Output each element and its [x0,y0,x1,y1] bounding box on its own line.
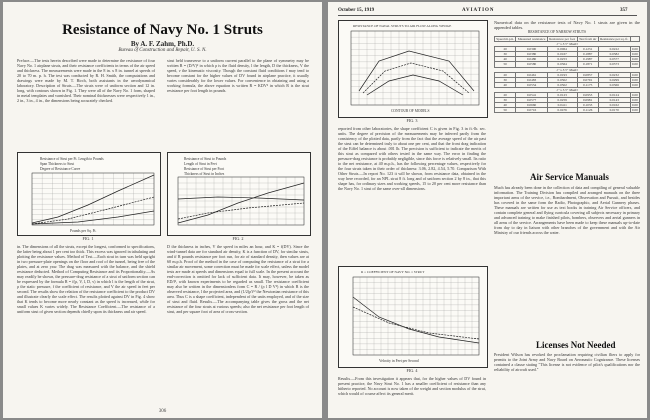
fig2-legend-1: Resistance of Strut to Pounds [184,157,227,161]
table-cell: 0.0502 [547,82,577,87]
fig1-caption: FIG. 1 [82,236,94,241]
table-cell: 0.0222 [598,47,630,52]
table-cell: 0.0461 [516,72,547,77]
fig4-title: R = COEFFICIENT OF NAVY NO. 1 STRUT [361,270,425,274]
table-cell: 0.00 [631,82,638,87]
fig2-legend-3: Resistance of Strut per Foot [184,167,225,171]
fig3-x-axis-label: CONTOUR OF MODELS [391,109,430,113]
table-cell: 0.0259 [547,98,577,103]
section-body-air-service: Much has already been done in the collection of data and compiling of general valuable information. The Training Division has compiled and arranged manuals on the three important arms of the service, i.e., Bombardment, Observation and Pursuit, and besides has covered in the same form the Radio, Photographic, and Aerial Gunnery phases. These manuals are written for use as text books in training Air Service officers, and contain complete general and flying curricula covering all subjects necessary in primary and advanced training to make finished pilots, bombers, observers and aerial gunners in all arms of the service. Arrangements have been made to keep these manuals up-to-date from day to day in liaison with other branches of the government and with the Air Ministry of our friends across the water. [494,185,640,235]
table-cell: 30 [495,52,516,57]
fig1-x-axis-label: Pounds per Sq. Ft. [70,229,97,233]
table-cell: 0.0981 [577,98,598,103]
table-cell: 30 [495,98,516,103]
fig1-legend-1: Resistance of Strut per Ft. Length to Pounds [40,157,104,161]
table-cell: 0.0167 [547,52,577,57]
table-cell: 50 [495,62,516,67]
right-body-text-col1: reported from other laboratories, the shape coefficient C is given in Fig. 3 in ft.-lb. sec. units. The degree of precision of the measurements may be inferred partly from the consistency of the plotted data, partly from the fact that the average speed of the air past the strut can be determined truly to about one per cent, and that the front drag indication of the Eiffel balance is about .001 lb. The precision is sufficient to indicate the merits of this strut as compared with others tested in the same way. The error in finding the pressure-drag resistance is probably negligible, since this force is relatively small. Its ratio to the net resistance, at 40 m.p.h., has the following percentage values, respectively for the four struts taken in their order of thickness: 3.06, 2.82, 4.54, 5.70. Comparison With Other Struts.—In report No. 123 it will be shown, from resistance data, obtained in the way here recorded, for an NPL strut 8 ft. long and of uniform section 2 by 8 in., that this shape has, for ordinary sizes and working speeds, 15 to 20 per cent more resistance than the Navy No. 1 strut of the same over-all dimensions. [338,126,486,191]
table-cell: 20 [495,93,516,98]
figure-3-plot [339,21,487,117]
body-text-col2: strut held transverse to a uniform current parallel to the plane of symmetry may be written R = (D/V)² in which ρ is the fluid density, l the length, D the thickness, V the speed, ν the kinematic viscosity. Though the constant fluid conditions f may tend to become constant for the higher values of DV found in airplane practice, it usually varies considerably for the lower values. For convenience in obtaining and using a working formula, the above equation is written R = KDV² in which R is the strut resistance per foot length in pounds. [167,58,309,93]
resistance-table [494,36,640,113]
table-cell: 20 [495,72,516,77]
table-cell: 0.0476 [547,108,577,113]
table-cell: 40 [495,103,516,108]
table-cell: 0.0064 [547,47,577,52]
figure-1-chart [17,152,161,236]
table-cell: 0.00 [631,52,638,57]
article-title: Resistance of Navy No. 1 Struts [62,22,263,38]
table-cell: 0.0302 [547,77,577,82]
table-cell: 0.1987 [577,57,598,62]
table-cell: 0.00 [631,72,638,77]
table-group-label: 1" x 3.5" Model [495,42,640,47]
fig2-legend-4: Thickness of Strut in Inches [184,172,225,176]
table-cell: 0.00 [631,47,638,52]
figure-4-plot [339,267,487,367]
table-cell: 30 [495,77,516,82]
table-cell: 0.0373 [598,62,630,67]
table-cell: 0.0162 [598,103,630,108]
table-header-per-foot: Resistance per foot [549,37,576,41]
table-cell: 0.0124 [598,93,630,98]
table-cell: 0.0554 [516,82,547,87]
table-cell: 20 [495,47,516,52]
figure-3-chart [338,20,488,118]
table-cell: 0.0953 [577,93,598,98]
fig3-caption: FIG. 3 [406,118,418,123]
table-intro: Numerical data on the resistance tests of Navy No. 1 struts are given in the appended tables. [494,20,640,30]
table-cell: 0.0193 [547,72,577,77]
table-header-measured: Measured resistance [517,37,546,41]
table-cell: 40 [495,82,516,87]
fig2-caption: FIG. 2 [232,236,244,241]
fig1-legend-2: Span Thickness to Strut [40,162,75,166]
right-page [328,2,647,418]
article-author: By A. F. Zahm, Ph.D. [130,40,195,48]
table-cell: 0.0253 [547,57,577,62]
table-cell: 0.0411 [547,103,577,108]
table-cell: 0.00 [631,62,638,67]
table-cell: 0.0480 [516,57,547,62]
fig3-contour-1 [359,51,474,91]
author-affiliation: Bureau of Construction and Repair, U. S. N. [118,48,207,53]
table-cell: 0.0143 [598,98,630,103]
left-page [3,2,322,418]
table-cell: 0.0791 [577,77,598,82]
table-cell: 0.1887 [577,52,598,57]
table-cell: 0.1126 [577,108,598,113]
table-cell: 0.0577 [516,98,547,103]
table-header-per-sqft: Resistance per sq. ft. [600,37,629,41]
table-cell: 0.00 [631,108,638,113]
fig2-legend-2: Length of Strut in Feet [184,162,217,166]
table-cell: 0.0232 [598,72,630,77]
table-cell: 0.0123 [547,93,577,98]
table-cell: 0.0170 [598,108,630,113]
table-cell: 0.0382 [598,52,630,57]
table-cell: 0.0364 [547,62,577,67]
table-cell: 0.0580 [516,62,547,67]
table-cell: 0.0366 [598,82,630,87]
table-cell: 0.1871 [577,62,598,67]
section-heading-licenses: Licenses Not Needed [536,340,616,350]
table-group-label: 1" x 3.5" Model [495,67,640,72]
table-cell: 0.0541 [516,93,547,98]
fig4-x-axis-label: Velocity in Feet per Second [379,359,419,363]
table-cell: 0.00 [631,57,638,62]
left-page-number: 306 [158,409,167,414]
table-cell: 0.00 [631,77,638,82]
body-text-col1-lower: in. The dimensions of all the struts, except the longest, conformed to specifications, the latter being about 1 per cent too thick. This excess was ignored in tabulating and plotting the resistance values. Method of Test.—Each strut in turn was held upright in two pressure-plate openings on the floor and roof of the tunnel, being free of the plates, and at zero yaw. The drag was measured with the balance, and the shield resistance deducted. Method of Computing Resistance and its Proportionality.—As may readily be shown, the pressure-drag resistance of a strut of uniform section can be expressed by the formula R = f(ρ, V, l, D, ν) in which l is the length of the strut, ρ the static pressure, f the coefficient of resistance, and V the air speed in feet per second. The results show the relation of the resistance coefficient to the product DV and illustrate clearly the scale effect. The results plotted against DV in Fig. 4 show that K tends to become more nearly constant as the speed is increased, while for small values K varies widely. The Resistance Coefficient.—The resistance of a uniform strut of given section depends chiefly upon its thickness and air speed. [17,244,155,314]
figure-2-chart [167,152,311,236]
table-cell: 0.1033 [577,103,598,108]
table-cell: 0.1175 [577,82,598,87]
right-page-number: 357 [620,8,628,13]
table-cell: 0.00 [631,103,638,108]
journal-header: AVIATION [462,8,495,13]
table-cell: 40 [495,57,516,62]
table-cell: 0.00 [631,98,638,103]
table-cell: 0.0300 [516,47,547,52]
fig1-legend-3: Degree of Resistance Curve [40,167,81,171]
body-text-col2-lower: D the thickness in inches, V the speed in miles an hour, and K = f(DV). Since the wind-tunnel data are for standard air density, K is a function of DV, for similar struts, and if R pounds resistance per foot run, for air of standard density, then values are at 60 m.p.h. Proof of the method in the case of computing the resistance of a strut for a similar air movement, some correction must be made for scale effect, unless the model tests are made at speeds and dimensions equal to full scale. In the present account the end-correction is omitted for lack of sufficient data. It may, however, be taken as ED/l², with known experiments to be regarded as small. The resistance coefficient may also be written in the dimensionless form C = R / (ρ l D V²) in which R is the observed resistance, l the projected area, and (1/2)ρV² the Newtonian resistance of this area. Thus C is a shape coefficient, independent of the units employed, and of the size of strut and fluid. Results.—The accompanying table gives the gross and the net resistance of the four struts at various speeds; also the net resistance per foot length of strut, and per square foot of area of cross-section. [167,244,309,314]
table-cell: 0.0716 [516,108,547,113]
table-cell: 0.0483 [516,77,547,82]
body-text-col1: Preface.—The tests herein described were made to determine the resistance of four Navy No. 1 airplane struts, and their resistance coefficients in terms of the air speed and thickness. The measurements were made in the 8 in. x 8 in. tunnel at speeds of 20 to 70 m. p. h. The test was conducted by R. H. Smith, the computations and drawings were made by M. T. Birch, both assistants in the aerodynamical laboratory. Description of Struts.—The struts were of uniform section and 12 in. long, with contours shown in Fig. 1. They were all of the Navy No. 1 form, shaped in metal templates and varnished. Their nominal thicknesses were respectively 1 in., 2 in., 3 in., 4 in., the dimensions being accurately checked. [17,58,155,103]
section-heading-air-service: Air Service Manuals [530,172,609,182]
header-rule [338,15,637,16]
section-body-licenses: President Wilson has revoked the proclamation requiring civilian fliers to apply for permits to the Joint Army and Navy Board on Aeronautic Cognizance. These licenses contained a clause stating "This license is not evidence of pilot's qualifications nor the reliability of aircraft used." [494,352,640,372]
table-cell: 50 [495,108,516,113]
fig3-title: RESISTANCE OF NAVAL STRUTS TO AIR FLOW ALONG WEDGE [353,24,452,28]
table-cell: 0.00 [631,93,638,98]
table-subtitle: RESISTANCE OF NARROW STRUTS [528,30,587,34]
table-header-speed: Speed m.p.h. [496,37,515,41]
table-group-label: 1" x 5.5" Model [495,87,640,92]
table-cell: 0.1231 [577,47,598,52]
table-cell: 0.0660 [516,103,547,108]
figure-4-chart [338,266,488,368]
table-cell: 0.0857 [577,72,598,77]
table-row [495,108,640,113]
table-cell: 0.0380 [516,52,547,57]
table-cell: 0.0377 [598,57,630,62]
fig3-contour-2 [363,63,469,93]
fig4-caption: FIG. 4 [406,368,418,373]
table-cell: 0.0299 [598,77,630,82]
table-header-test: Test from air [578,37,597,41]
issue-date: October 15, 1919 [338,8,375,13]
right-body-text-col1-lower: Results.—From this investigation it appears that, for the higher values of DV found in present practice, the Navy Strut No. 1 has a smaller coefficient of resistance than any hitherto reported. No account is now taken of the weight and section modulus of the strut, which would of course affect its general merit. [338,376,486,396]
